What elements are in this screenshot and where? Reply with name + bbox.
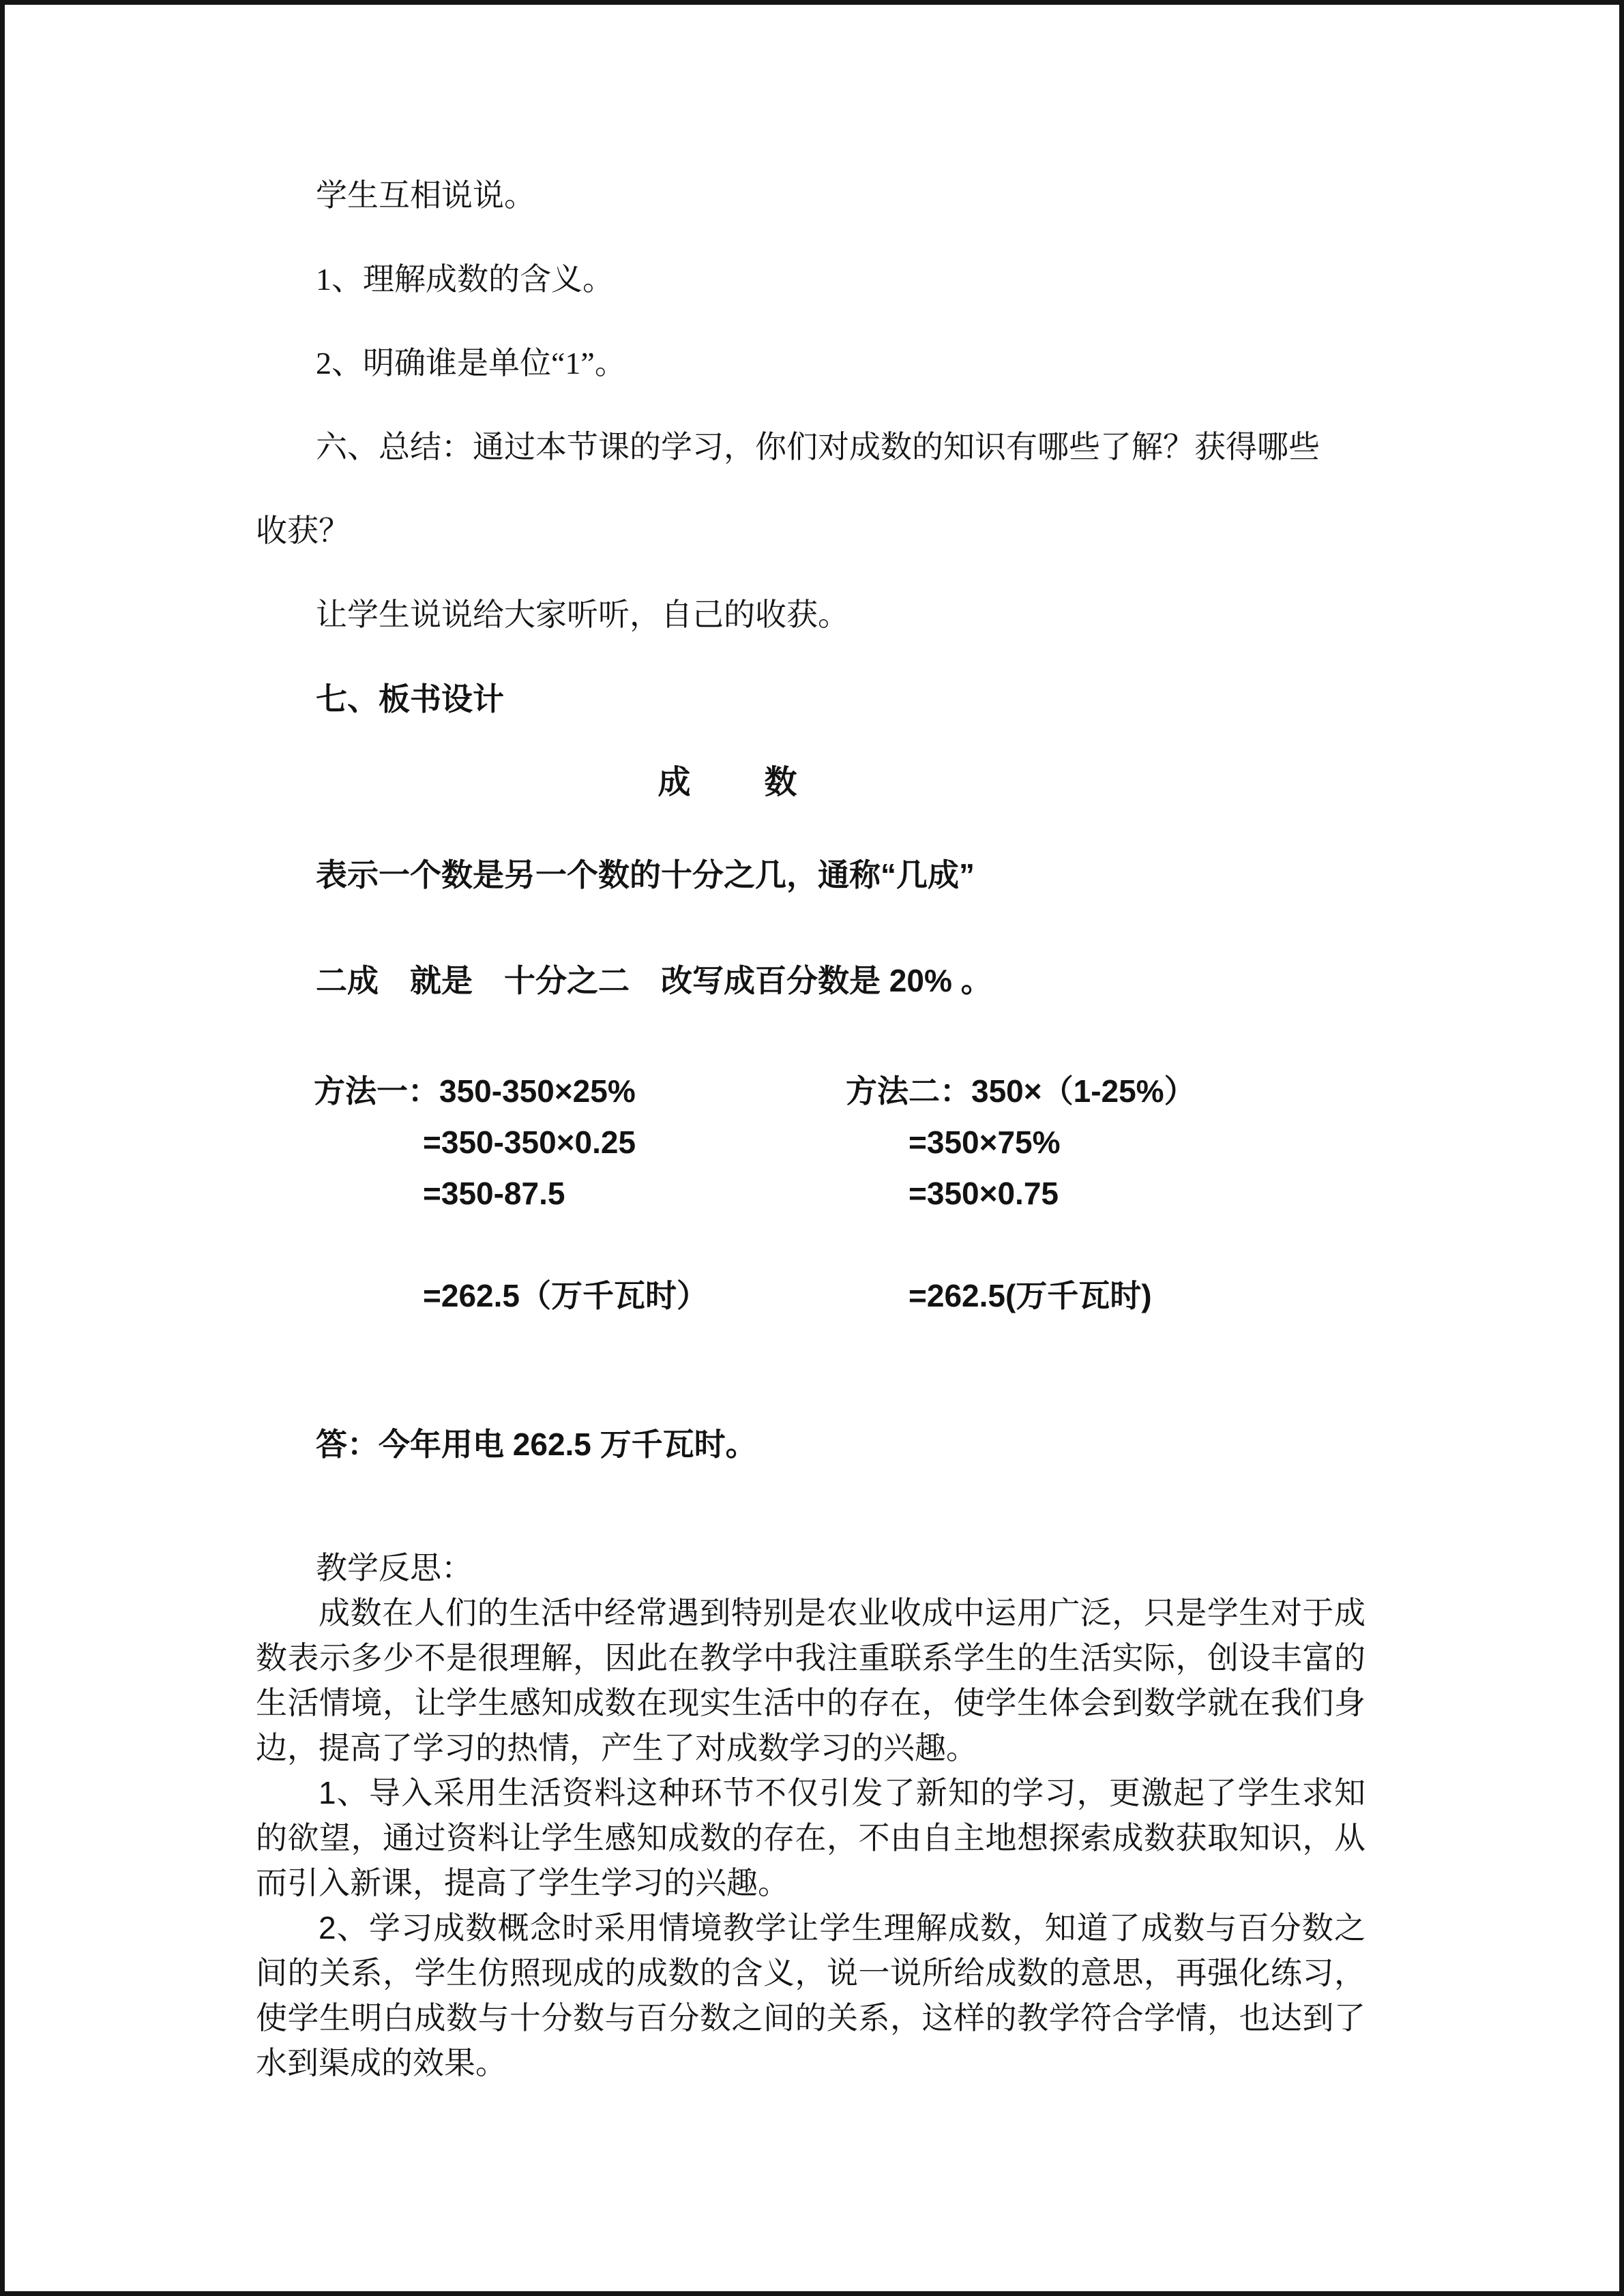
method-1-result: =262.5（万千瓦时）	[423, 1278, 708, 1313]
para-share: 让学生说说给大家听听，自己的收获。	[316, 597, 849, 632]
method-2-result: =262.5(万千瓦时)	[909, 1278, 1152, 1313]
method-2-title: 方法二：350×（1-25%）	[846, 1073, 1196, 1109]
reflection-paragraph-2: 1、导入采用生活资料这种环节不仅引发了新知的学习，更激起了学生求知的欲望，通过资料让学生感知成数的存在，不由自主地想探索成数获取知识，从而引入新课，提高了学生学习的兴趣。	[256, 1775, 1365, 1900]
method-1-step-2: =350-87.5	[423, 1176, 565, 1211]
board-example: 二成 就是 十分之二 改写成百分数是 20% 。	[316, 963, 992, 998]
para-students-discuss: 学生互相说说。	[316, 178, 535, 213]
reflection-title: 教学反思：	[316, 1550, 473, 1585]
method-1-title: 方法一：350-350×25%	[314, 1073, 636, 1109]
para-summary-line-1: 六、总结：通过本节课的学习，你们对成数的知识有哪些了解？获得哪些	[316, 430, 1320, 464]
para-point-2: 2、明确谁是单位“1”。	[316, 346, 626, 381]
page-content	[5, 5, 1619, 2085]
board-heading-chengshu: 成 数	[658, 764, 800, 801]
method-2-step-2: =350×0.75	[909, 1176, 1059, 1211]
reflection-paragraph-1: 成数在人们的生活中经常遇到特别是农业收成中运用广泛，只是学生对于成数表示多少不是很理解，因此在教学中我注重联系学生的生活实际，创设丰富的生活情境，让学生感知成数在现实生活中的存在，使学生体会到数学就在我们身边，提高了学习的热情，产生了对成数学习的兴趣。	[256, 1595, 1365, 1765]
board-definition: 表示一个数是另一个数的十分之几，通称“几成”	[316, 857, 975, 893]
method-2-column	[846, 1066, 1196, 1322]
method-1-step-1: =350-350×0.25	[423, 1124, 636, 1160]
para-summary-line-2: 收获？	[256, 513, 350, 548]
method-1-column	[314, 1066, 846, 1322]
para-point-1: 1、理解成数的含义。	[316, 262, 614, 297]
heading-board-design: 七、板书设计	[316, 681, 504, 717]
reflection-paragraph-3: 2、学习成数概念时采用情境教学让学生理解成数，知道了成数与百分数之间的关系，学生仿照现成的成数的含义，说一说所给成数的意思，再强化练习，使学生明白成数与十分数与百分数之间的关系，这样的教学符合学情，也达到了水到渠成的效果。	[256, 1910, 1365, 2081]
board-answer: 答：今年用电 262.5 万千瓦时。	[316, 1427, 757, 1462]
method-2-step-1: =350×75%	[909, 1124, 1061, 1160]
board-methods	[256, 1066, 1365, 1322]
